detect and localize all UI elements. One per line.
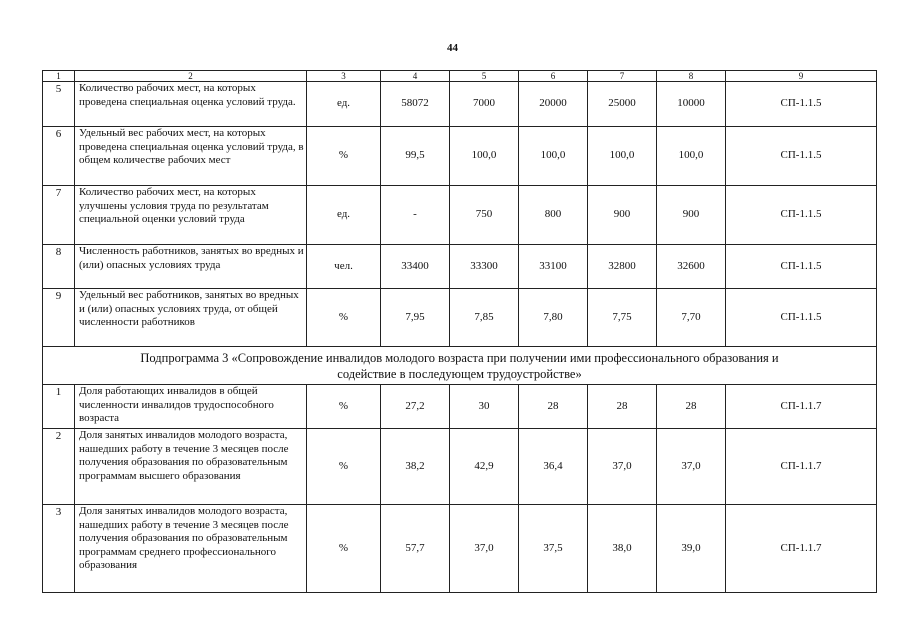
value-cell: 20000	[519, 82, 588, 127]
indicator-name: Численность работников, занятых во вредных и (или) опасных условиях труда	[75, 245, 307, 289]
value-cell: 7,95	[381, 289, 450, 347]
column-header: 6	[519, 71, 588, 82]
value-cell: 37,0	[657, 429, 726, 505]
value-cell: 38,0	[588, 505, 657, 593]
value-cell: 27,2	[381, 385, 450, 429]
column-header: 2	[75, 71, 307, 82]
value-cell: 7000	[450, 82, 519, 127]
program-code: СП-1.1.5	[726, 186, 877, 245]
row-number: 7	[43, 186, 75, 245]
value-cell: 900	[588, 186, 657, 245]
value-cell: 99,5	[381, 127, 450, 186]
value-cell: 37,5	[519, 505, 588, 593]
unit-cell: %	[307, 289, 381, 347]
unit-cell: ед.	[307, 186, 381, 245]
value-cell: 57,7	[381, 505, 450, 593]
value-cell: 7,80	[519, 289, 588, 347]
column-header: 8	[657, 71, 726, 82]
unit-cell: %	[307, 385, 381, 429]
column-header: 9	[726, 71, 877, 82]
value-cell: 7,75	[588, 289, 657, 347]
column-header: 7	[588, 71, 657, 82]
value-cell: 37,0	[450, 505, 519, 593]
unit-cell: %	[307, 505, 381, 593]
subprogram-title-line2: содействие в последующем трудоустройстве»	[337, 366, 582, 381]
value-cell: 30	[450, 385, 519, 429]
row-number: 2	[43, 429, 75, 505]
table-row	[43, 429, 877, 505]
value-cell: 36,4	[519, 429, 588, 505]
indicator-name: Количество рабочих мест, на которых проведена специальная оценка условий труда.	[75, 82, 307, 127]
value-cell: 28	[519, 385, 588, 429]
indicator-name: Удельный вес работников, занятых во вредных и (или) опасных условиях труда, от общей численности работников	[75, 289, 307, 347]
value-cell: 39,0	[657, 505, 726, 593]
value-cell: 7,85	[450, 289, 519, 347]
unit-cell: ед.	[307, 82, 381, 127]
value-cell: 100,0	[657, 127, 726, 186]
column-header: 1	[43, 71, 75, 82]
value-cell: 33100	[519, 245, 588, 289]
row-number: 3	[43, 505, 75, 593]
value-cell: 100,0	[588, 127, 657, 186]
program-code: СП-1.1.7	[726, 505, 877, 593]
program-code: СП-1.1.5	[726, 82, 877, 127]
indicator-name: Доля занятых инвалидов молодого возраста, нашедших работу в течение 3 месяцев после получения образования по образовательным программам высшего образования	[75, 429, 307, 505]
indicators-table	[42, 70, 877, 593]
unit-cell: чел.	[307, 245, 381, 289]
value-cell: 28	[657, 385, 726, 429]
value-cell: 33400	[381, 245, 450, 289]
row-number: 8	[43, 245, 75, 289]
value-cell: 7,70	[657, 289, 726, 347]
value-cell: 32600	[657, 245, 726, 289]
program-code: СП-1.1.5	[726, 245, 877, 289]
row-number: 9	[43, 289, 75, 347]
subprogram-title	[43, 347, 877, 385]
value-cell: 37,0	[588, 429, 657, 505]
program-code: СП-1.1.5	[726, 127, 877, 186]
table-row	[43, 127, 877, 186]
table-row	[43, 186, 877, 245]
value-cell: 750	[450, 186, 519, 245]
row-number: 6	[43, 127, 75, 186]
table-row	[43, 289, 877, 347]
value-cell: 33300	[450, 245, 519, 289]
table-row	[43, 245, 877, 289]
program-code: СП-1.1.5	[726, 289, 877, 347]
indicator-name: Доля занятых инвалидов молодого возраста, нашедших работу в течение 3 месяцев после получения образования по образовательным программам среднего профессионального образования	[75, 505, 307, 593]
value-cell: 28	[588, 385, 657, 429]
value-cell: 42,9	[450, 429, 519, 505]
indicator-name: Доля работающих инвалидов в общей численности инвалидов трудоспособного возраста	[75, 385, 307, 429]
column-number-row	[43, 71, 877, 82]
value-cell: -	[381, 186, 450, 245]
subprogram-title-line1: Подпрограмма 3 «Сопровождение инвалидов молодого возраста при получении ими профессионального образования и	[140, 350, 779, 365]
indicator-name: Количество рабочих мест, на которых улучшены условия труда по результатам специальной оценки условий труда	[75, 186, 307, 245]
value-cell: 32800	[588, 245, 657, 289]
program-code: СП-1.1.7	[726, 385, 877, 429]
value-cell: 100,0	[519, 127, 588, 186]
row-number: 1	[43, 385, 75, 429]
value-cell: 100,0	[450, 127, 519, 186]
unit-cell: %	[307, 429, 381, 505]
value-cell: 800	[519, 186, 588, 245]
table-row	[43, 505, 877, 593]
value-cell: 10000	[657, 82, 726, 127]
column-header: 5	[450, 71, 519, 82]
program-code: СП-1.1.7	[726, 429, 877, 505]
value-cell: 58072	[381, 82, 450, 127]
subprogram-row	[43, 347, 877, 385]
unit-cell: %	[307, 127, 381, 186]
row-number: 5	[43, 82, 75, 127]
page-number: 44	[447, 42, 458, 54]
table-row	[43, 82, 877, 127]
value-cell: 38,2	[381, 429, 450, 505]
column-header: 3	[307, 71, 381, 82]
column-header: 4	[381, 71, 450, 82]
indicator-name: Удельный вес рабочих мест, на которых проведена специальная оценка условий труда, в общем количестве рабочих мест	[75, 127, 307, 186]
value-cell: 900	[657, 186, 726, 245]
table-row	[43, 385, 877, 429]
value-cell: 25000	[588, 82, 657, 127]
